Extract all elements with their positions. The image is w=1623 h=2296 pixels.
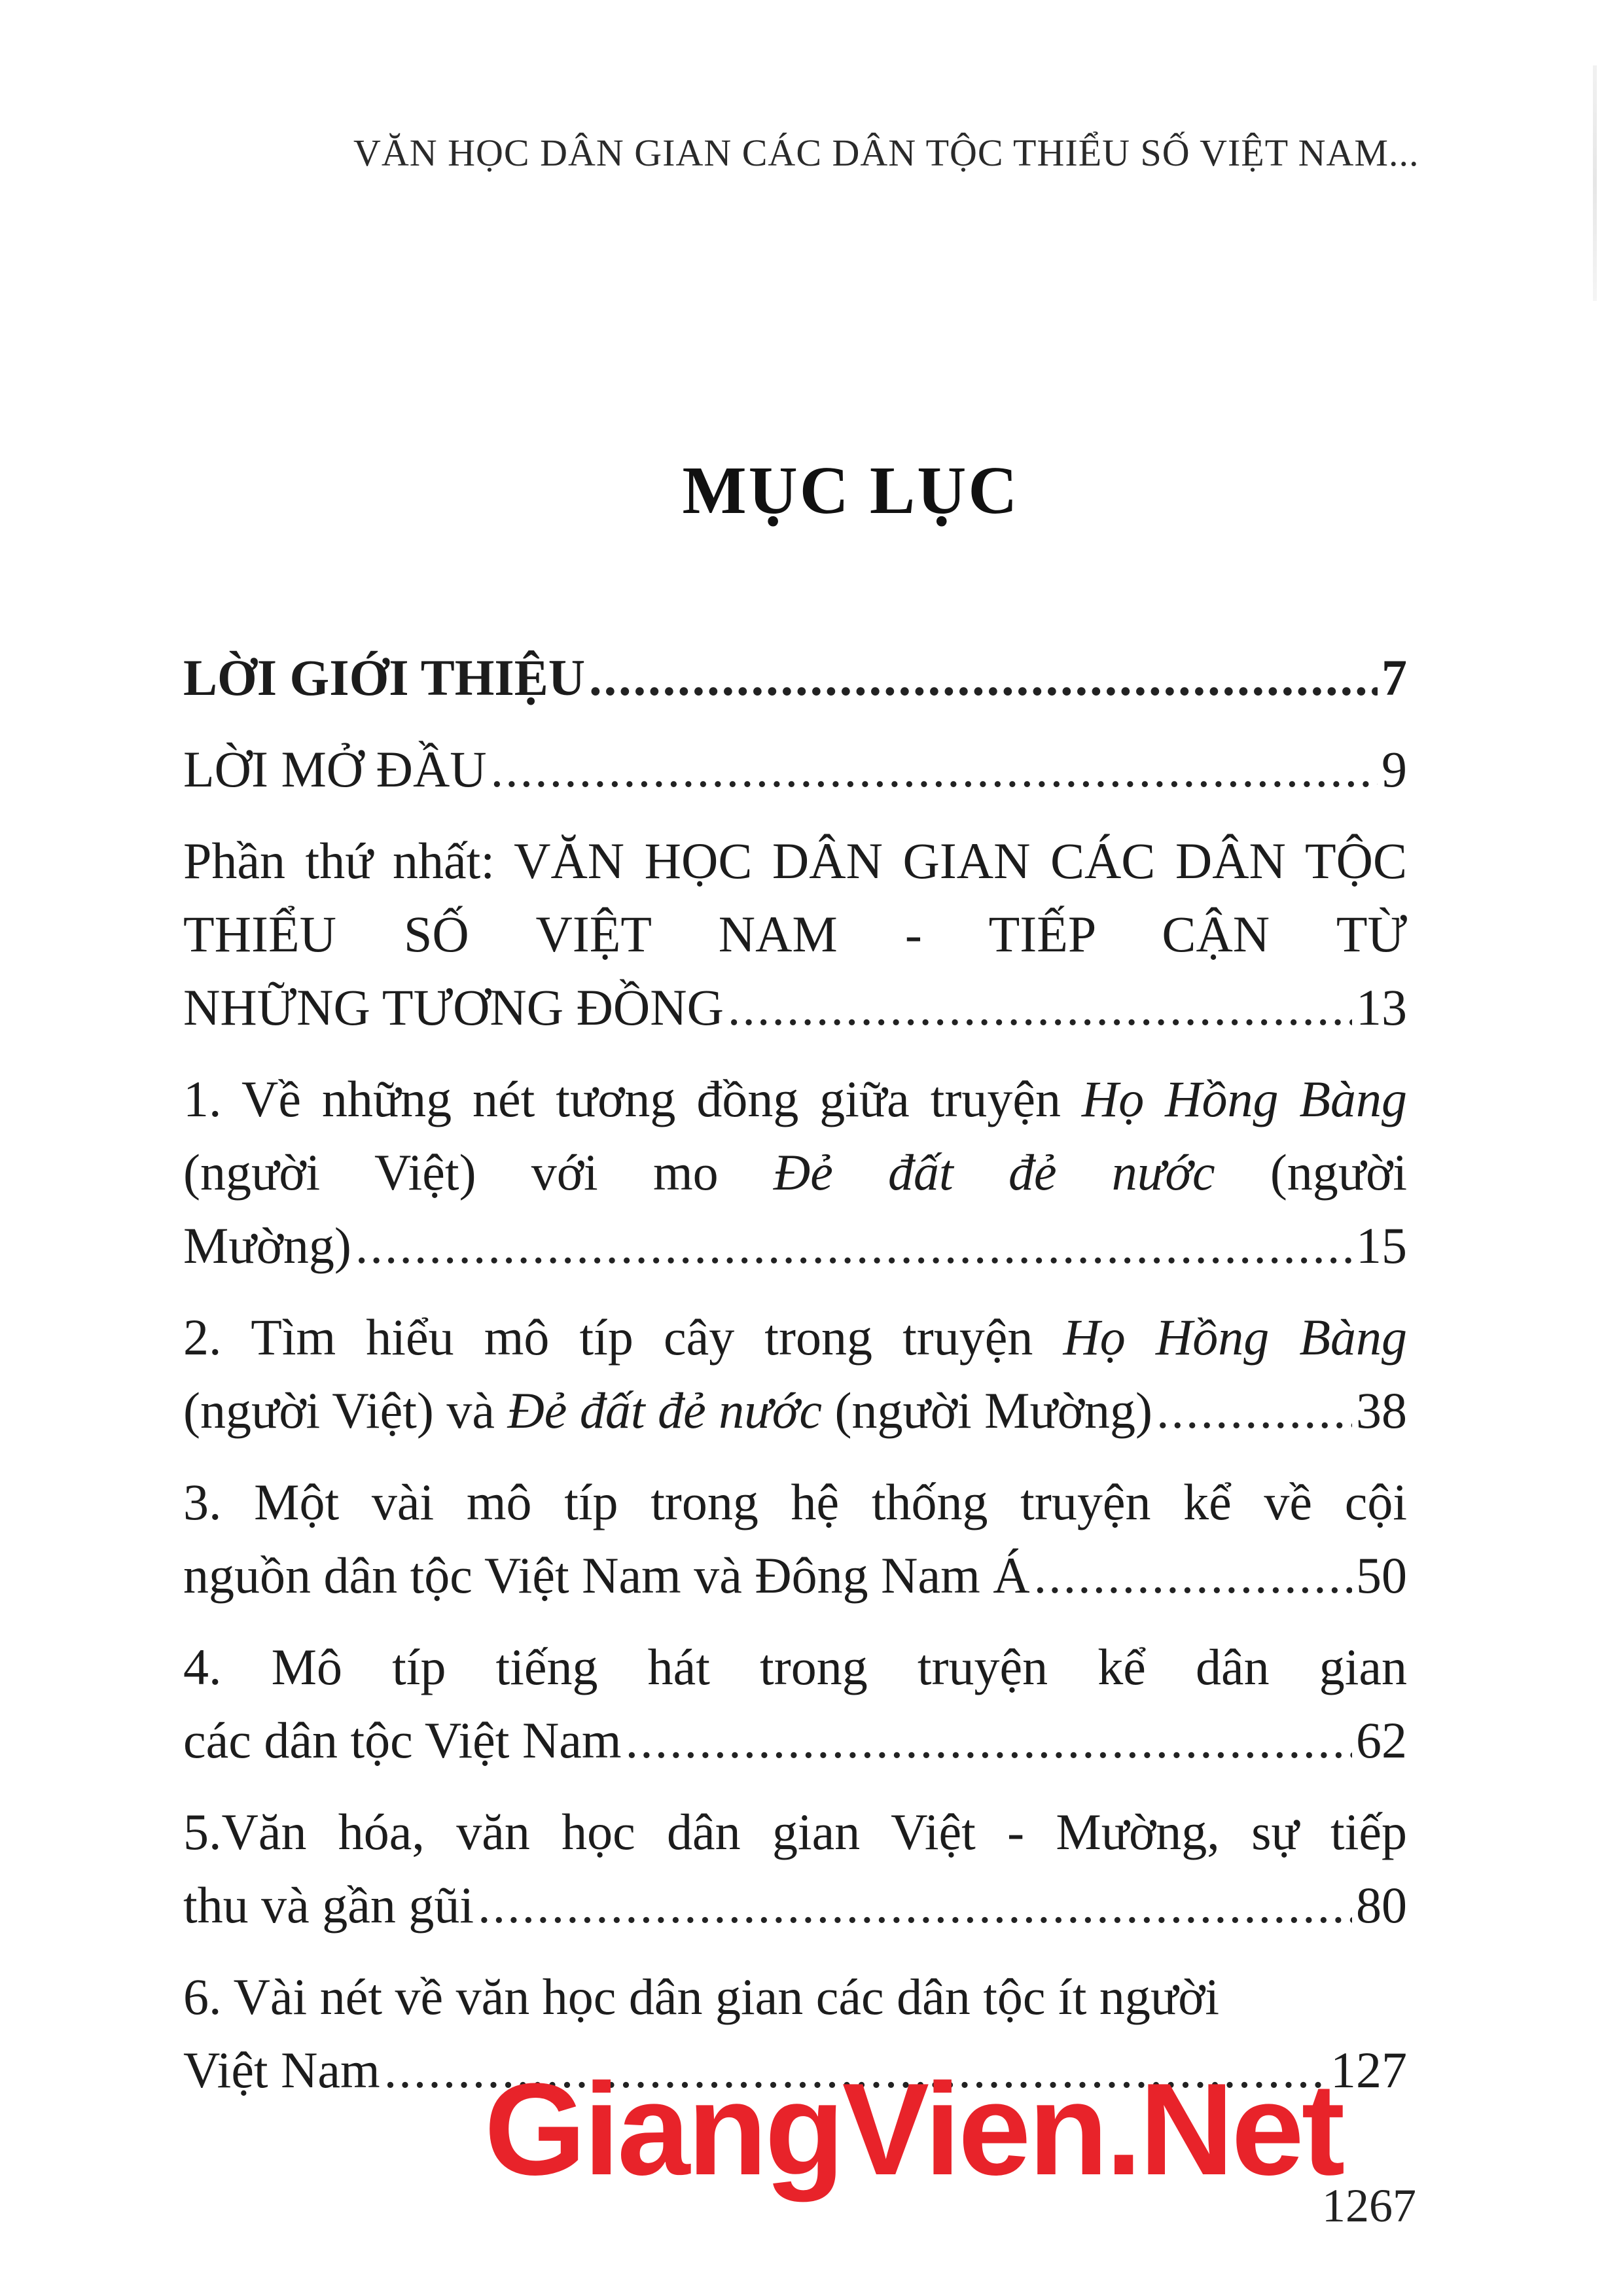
toc-page-number: 15 [1356,1217,1407,1274]
toc-page-number: 13 [1356,979,1407,1036]
toc-entry-title: LỜI GIỚI THIỆU [183,649,586,706]
toc-entry-title: nguồn dân tộc Việt Nam và Đông Nam Á [183,1547,1030,1604]
title-text: (người Việt) với mo [183,1144,774,1201]
toc-entry-title [183,1374,1152,1447]
dot-leader [355,1209,1352,1282]
dot-leader [491,733,1378,806]
toc-entry-title-lines: 3. Một vài mô típ trong hệ thống truyện kể về cội [183,1474,1407,1530]
title-text: (người Mường) [822,1382,1153,1439]
watermark-logo: GiangVien.Net [484,2057,1343,2202]
toc-page-number: 7 [1382,649,1407,706]
title-italic: Đẻ đất đẻ nước [773,1144,1215,1201]
toc-entry-5[interactable] [183,1795,1407,1942]
toc-page-number: 9 [1382,741,1407,798]
toc-entry-title: Việt Nam [183,2041,380,2098]
toc-entry-loi-gioi-thieu[interactable] [183,641,1407,715]
toc-entry-title-lines: Phần thứ nhất: VĂN HỌC DÂN GIAN CÁC DÂN TỘC THIỂU SỐ VIỆT NAM - TIẾP CẬN TỪ [183,832,1407,963]
toc-entry-title-lines: 5.Văn hóa, văn học dân gian Việt - Mường, sự tiếp [183,1803,1407,1860]
dot-leader [728,971,1352,1044]
title-italic: Họ Hồng Bàng [1081,1070,1407,1127]
toc-entry-title: thu và gần gũi [183,1877,474,1934]
toc-entry-title: LỜI MỞ ĐẦU [183,741,487,798]
dot-leader [626,1704,1352,1777]
toc-entry-title-lines [183,1063,1407,1209]
toc-entry-2[interactable] [183,1301,1407,1447]
title-italic: Đẻ đất đẻ nước [507,1382,822,1439]
page-number: 1267 [1322,2180,1416,2232]
toc-page-number: 127 [1330,2041,1407,2098]
running-header: VĂN HỌC DÂN GIAN CÁC DÂN TỘC THIỂU SỐ VIỆT NAM... [353,132,1419,174]
toc-entry-title-lines [183,1301,1407,1374]
toc-entry-loi-mo-dau[interactable] [183,733,1407,806]
dot-leader [1034,1539,1352,1612]
dot-leader [478,1869,1352,1942]
toc-entry-title-lines: 4. Mô típ tiếng hát trong truyện kể dân gian [183,1638,1407,1695]
title-text: (người [1215,1144,1407,1201]
toc-entry-title: NHỮNG TƯƠNG ĐỒNG [183,979,724,1036]
title-text: 1. Về những nét tương đồng giữa truyện [183,1070,1082,1127]
toc-entry-title-lines: 6. Vài nét về văn học dân gian các dân tộc ít người [183,1968,1220,2025]
toc-page-number: 38 [1356,1382,1407,1439]
toc-title: MỤC LỤC [682,453,1020,528]
table-of-contents [183,641,1407,2125]
page-edge-shadow [1593,65,1597,301]
toc-page-number: 80 [1356,1877,1407,1934]
dot-leader [1156,1374,1352,1447]
title-text: 2. Tìm hiểu mô típ cây trong truyện [183,1309,1063,1366]
toc-entry-title: các dân tộc Việt Nam [183,1712,622,1769]
toc-entry-1[interactable] [183,1063,1407,1282]
dot-leader [589,641,1378,715]
toc-entry-title: Mường) [183,1217,351,1274]
toc-entry-4[interactable] [183,1631,1407,1777]
title-italic: Họ Hồng Bàng [1063,1309,1407,1366]
toc-page-number: 62 [1356,1712,1407,1769]
toc-entry-phan-thu-nhat[interactable] [183,824,1407,1044]
title-text: (người Việt) và [183,1382,508,1439]
toc-page-number: 50 [1356,1547,1407,1604]
toc-entry-3[interactable] [183,1466,1407,1612]
